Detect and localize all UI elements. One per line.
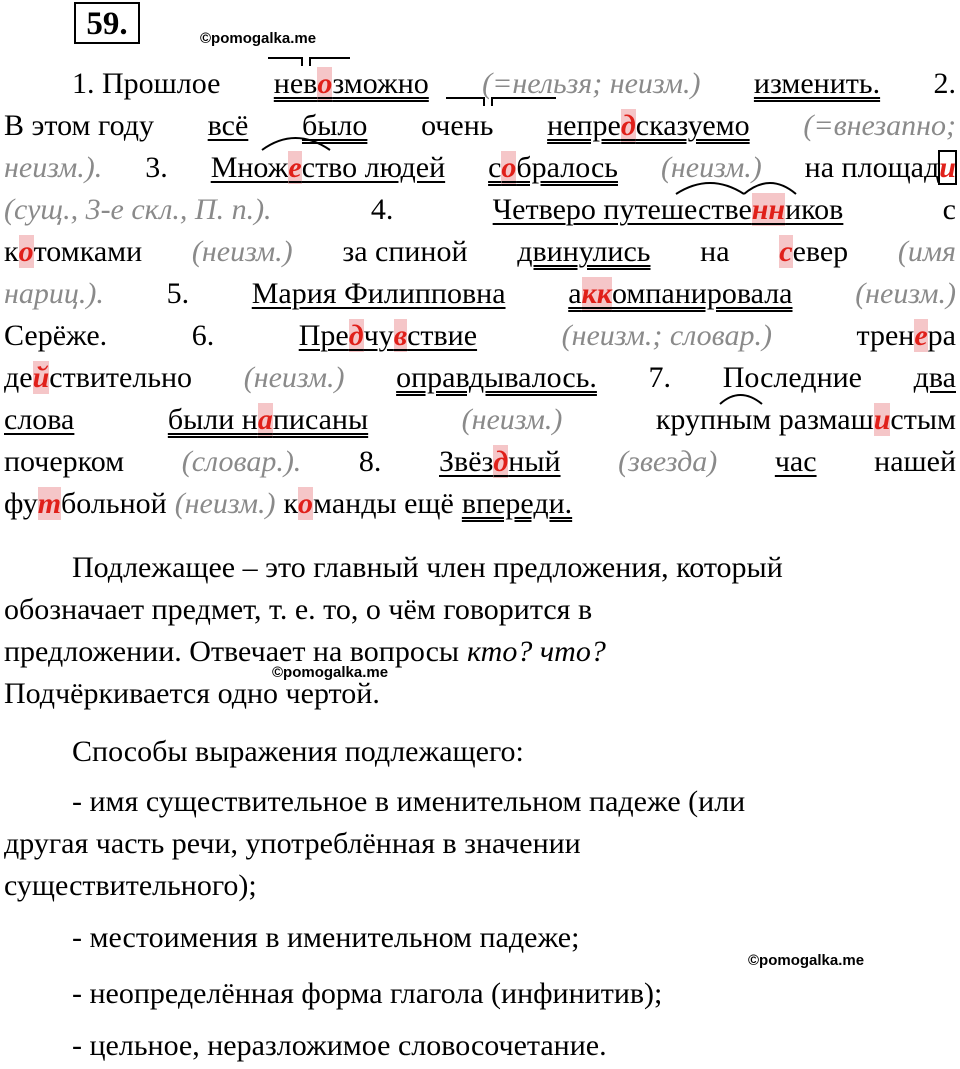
exercise-line-4 [4, 188, 956, 232]
text: - имя существительное в именительном падеже (или [72, 785, 746, 818]
way-1-cont [4, 822, 956, 866]
word: почерком [4, 445, 125, 478]
text: Подчёркивается одно чертой. [4, 677, 380, 710]
subject-word: слова [4, 403, 75, 436]
subject-word: Мария Филипповна [251, 277, 506, 310]
text: - местоимения в именительном падеже; [72, 921, 580, 954]
subject-word: Звёздный [439, 445, 561, 478]
word: на [700, 235, 730, 268]
text: Способы выражения подлежащего: [72, 735, 524, 768]
exercise-number: 59. [74, 2, 140, 44]
way-1-cont-2 [4, 864, 956, 908]
ways-title [72, 730, 956, 774]
word: 3. [145, 151, 168, 184]
hint: (сущ., 3-е скл., П. п.). [4, 193, 272, 226]
hint: неизм.). [4, 151, 103, 184]
predicate-word: аккомпанировала [568, 277, 793, 310]
way-3 [72, 972, 956, 1016]
hint: (неизм.) [191, 235, 293, 268]
word: 8. [358, 445, 382, 478]
exercise-line-6 [4, 272, 956, 316]
word: за спиной [342, 235, 468, 268]
definition-line-2 [4, 588, 956, 632]
word: команды ещё [283, 487, 454, 520]
subject-word: два [913, 361, 956, 394]
word: 1. Прошлое [72, 67, 221, 100]
watermark-bottom: ©pomogalka.me [748, 952, 865, 969]
text: Подлежащее – это главный член предложения, который [72, 551, 783, 584]
hint: (неизм.; словар.) [561, 319, 772, 352]
exercise-line-10 [4, 440, 956, 484]
word: В этом году [4, 109, 154, 142]
subject-word: Предчувствие [298, 319, 478, 352]
hint: (=нельзя; неизм.) [482, 67, 701, 100]
hint: (звезда) [618, 445, 718, 478]
way-4 [72, 1024, 956, 1068]
word: Последние [722, 361, 862, 394]
exercise-line-7 [4, 314, 956, 358]
word: крупным размашистым [655, 403, 956, 436]
word: на площади [804, 151, 956, 184]
watermark-top: ©pomogalka.me [200, 30, 317, 47]
text: существительного); [4, 869, 257, 902]
exercise-line-9 [4, 398, 956, 442]
text: - цельное, неразложимое словосочетание. [72, 1029, 607, 1062]
exercise-line-5 [4, 230, 956, 274]
exercise-line-11 [4, 482, 956, 526]
hint: (неизм.) [174, 487, 276, 520]
word: Серёже. [4, 319, 108, 352]
predicate-word: оправдывалось. [396, 361, 597, 394]
predicate-word: было [301, 109, 368, 142]
exercise-line-3 [4, 146, 956, 190]
word: действительно [4, 361, 193, 394]
word: 6. [191, 319, 215, 352]
word: север [779, 235, 849, 268]
way-1 [72, 780, 956, 824]
hint: (неизм.) [855, 277, 956, 310]
word: тренера [856, 319, 956, 352]
text: другая часть речи, употреблённая в значении [4, 827, 581, 860]
hint: нариц.). [4, 277, 104, 310]
predicate-word: изменить. [753, 67, 881, 100]
questions: кто? что? [467, 635, 606, 668]
predicate-word: собралось [488, 151, 618, 184]
word: 7. [648, 361, 672, 394]
word: нашей [874, 445, 956, 478]
predicate-word: впереди. [461, 487, 573, 520]
definition-line-3 [4, 630, 956, 674]
hint: (неизм.) [660, 151, 762, 184]
text: - неопределённая форма глагола (инфинитив); [72, 977, 663, 1010]
hint: (неизм.) [461, 403, 563, 436]
word: 4. [370, 193, 394, 226]
subject-word: Множество людей [210, 151, 446, 184]
watermark-middle: ©pomogalka.me [272, 664, 389, 681]
hint: (имя [897, 235, 956, 268]
definition-line-1 [72, 546, 956, 590]
exercise-line-1 [72, 62, 956, 106]
exercise-line-2 [4, 104, 956, 148]
hint: (словар.). [181, 445, 302, 478]
word: очень [421, 109, 494, 142]
text: предложении. Отвечает на вопросы [4, 635, 460, 668]
word: с [942, 193, 956, 226]
word: 5. [166, 277, 190, 310]
predicate-word: были написаны [167, 403, 369, 436]
hint: (неизм.) [243, 361, 345, 394]
predicate-word: двинулись [517, 235, 651, 268]
word: котомками [4, 235, 143, 268]
hint: (=внезапно; [803, 109, 956, 142]
predicate-word: невозможно [273, 67, 429, 100]
text: обозначает предмет, т. е. то, о чём говорится в [4, 593, 593, 626]
definition-line-4 [4, 672, 956, 716]
subject-word: час [774, 445, 817, 478]
exercise-line-8 [4, 356, 956, 400]
word: футбольной [4, 487, 167, 520]
predicate-word: непредсказуемо [547, 109, 750, 142]
subject-word: Четверо путешественников [492, 193, 844, 226]
subject-word: всё [207, 109, 249, 142]
word: 2. [933, 67, 956, 100]
